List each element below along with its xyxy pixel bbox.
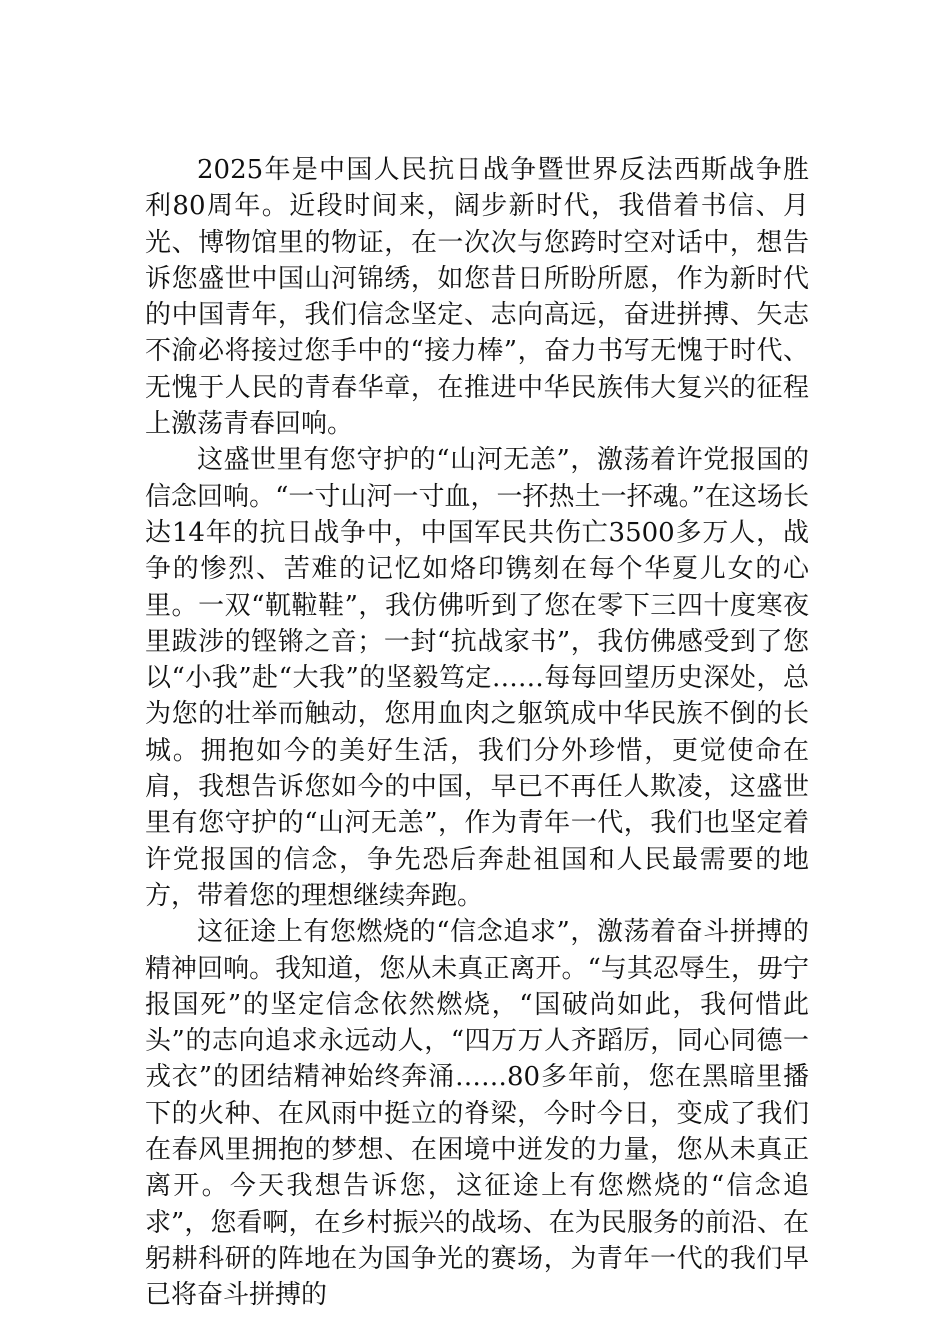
paragraph-mountains-rivers: 这盛世里有您守护的“山河无恙”，激荡着许党报国的信念回响。“一寸山河一寸血，一抔热土一抔魂。”在这场长达14年的抗日战争中，中国军民共伤亡3500多万人，战争的惨烈、苦难的记忆如烙印镌刻在每个华夏儿女的心里。一双“靰鞡鞋”，我仿佛听到了您在零下三四十度寒夜里跋涉的铿锵之音；一封“抗战家书”，我仿佛感受到了您以“小我”赴“大我”的坚毅笃定……每每回望历史深处，总为您的壮举而触动，您用血肉之躯筑成中华民族不倒的长城。拥抱如今的美好生活，我们分外珍惜，更觉使命在肩，我想告诉您如今的中国，早已不再任人欺凌，这盛世里有您守护的“山河无恙”，作为青年一代，我们也坚定着许党报国的信念，争先恐后奔赴祖国和人民最需要的地方，带着您的理想继续奔跑。	[145, 445, 809, 911]
paragraph-faith-pursuit: 这征途上有您燃烧的“信念追求”，激荡着奋斗拼搏的精神回响。我知道，您从未真正离开。“与其忍辱生，毋宁报国死”的坚定信念依然燃烧，“国破尚如此，我何惜此头”的志向追求永远动人，“四万万人齐蹈厉，同心同德一戎衣”的团结精神始终奔涌……80多年前，您在黑暗里播下的火种、在风雨中挺立的脊梁，今时今日，变成了我们在春风里拥抱的梦想、在困境中迸发的力量，您从未真正离开。今天我想告诉您，这征途上有您燃烧的“信念追求”，您看啊，在乡村振兴的战场、在为民服务的前沿、在躬耕科研的阵地在为国争光的赛场，为青年一代的我们早已将奋斗拼搏的	[145, 917, 809, 1311]
paragraph-intro: 2025年是中国人民抗日战争暨世界反法西斯战争胜利80周年。近段时间来，阔步新时代，我借着书信、月光、博物馆里的物证，在一次次与您跨时空对话中，想告诉您盛世中国山河锦绣，如您昔日所盼所愿，作为新时代的中国青年，我们信念坚定、志向高远，奋进拼搏、矢志不渝必将接过您手中的“接力棒”，奋力书写无愧于时代、无愧于人民的青春华章，在推进中华民族伟大复兴的征程上激荡青春回响。	[145, 155, 809, 440]
body-text	[145, 152, 809, 1314]
